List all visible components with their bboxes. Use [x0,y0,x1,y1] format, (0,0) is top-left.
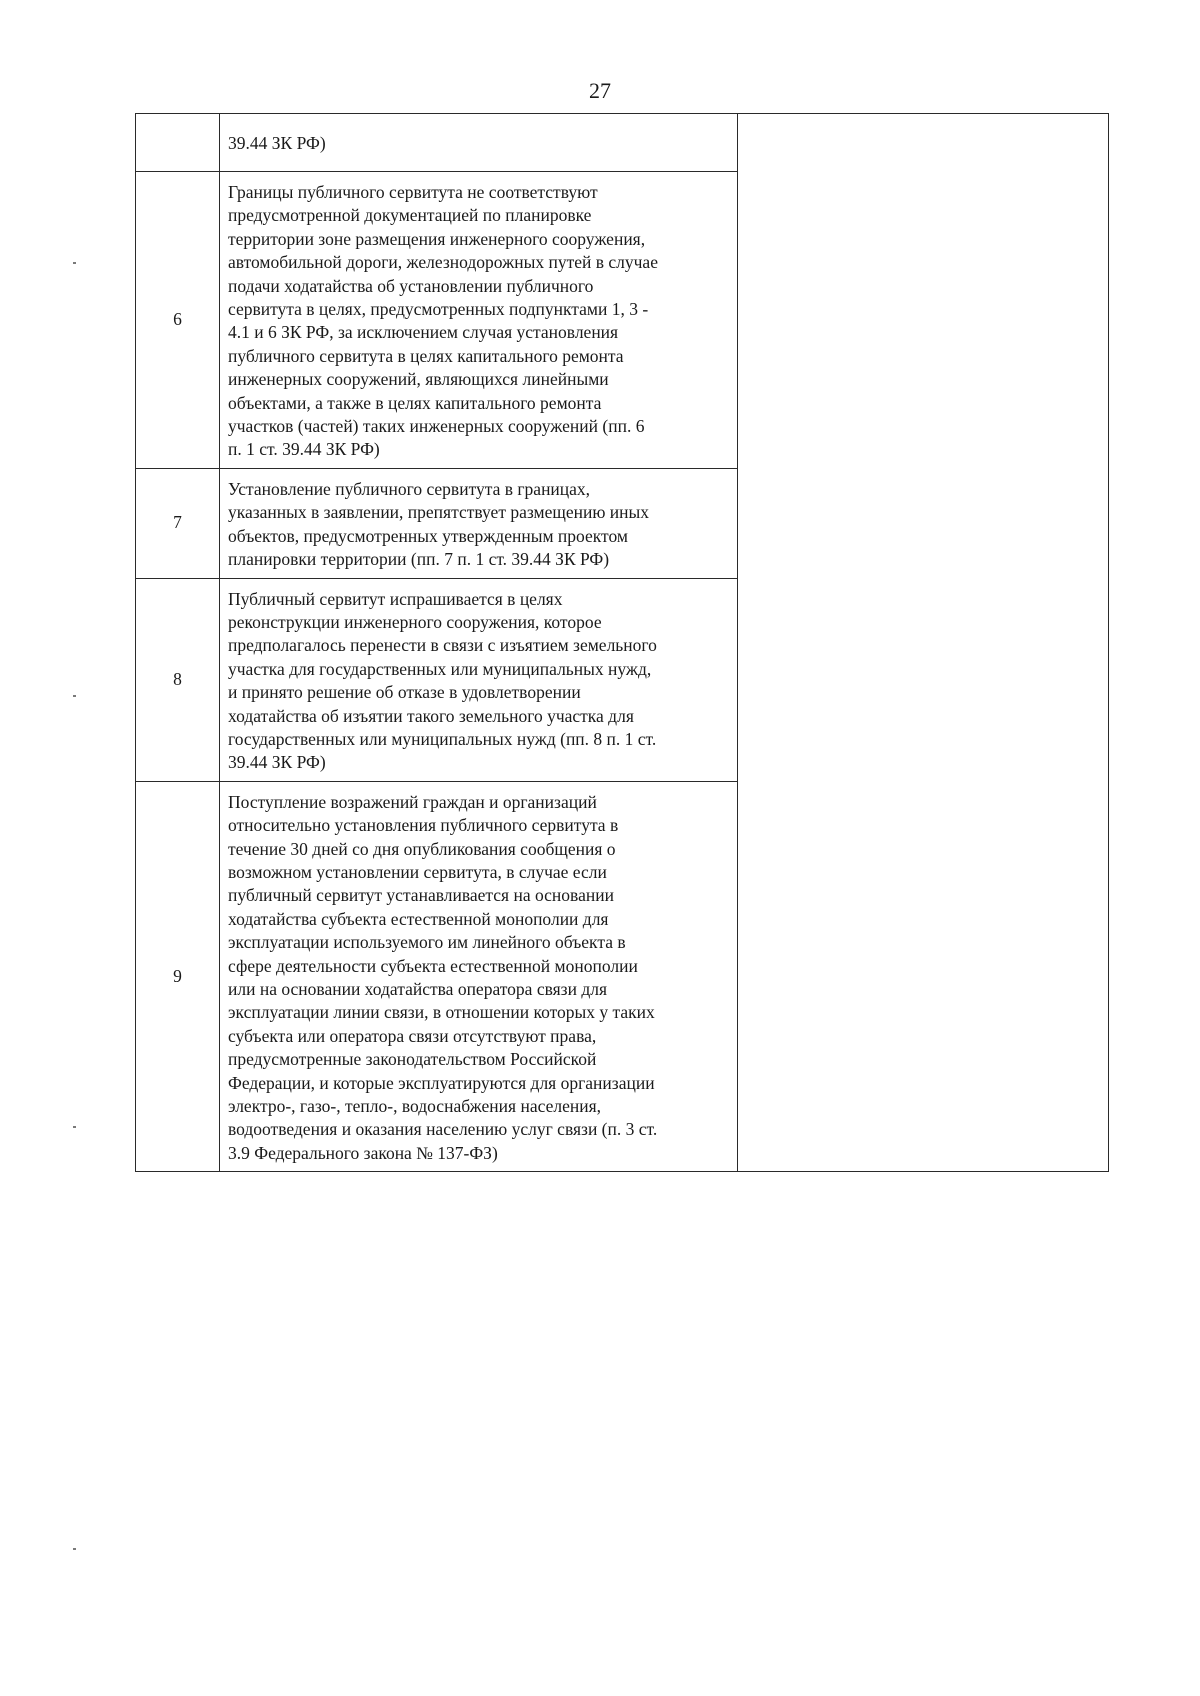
text-line: предусмотренной документацией по планировке [228,205,592,226]
text-line: Границы публичного сервитута не соответствуют [228,182,598,202]
scan-margin-mark [73,262,76,264]
page-number: 27 [589,78,611,103]
ground-description-cell [220,468,738,578]
text-line: предусмотренные законодательством Российской [228,1049,597,1070]
grounds-table [135,113,1109,1172]
text-line: планировки территории (пп. 7 п. 1 ст. 39.44 ЗК РФ) [228,549,610,570]
text-line: инженерных сооружений, являющихся линейными [228,369,609,390]
text-line: территории зоне размещения инженерного сооружения, [228,228,646,249]
text-line: ходатайства об изъятии такого земельного участка для [228,705,634,726]
text-line: относительно установления публичного сервитута в [228,815,619,836]
text-line: сервитута в целях, предусмотренных подпунктами 1, 3 - [228,299,649,320]
text-line: объектов, предусмотренных утвержденным проектом [228,525,628,546]
ground-description-cell [220,172,738,469]
text-line: участков (частей) таких инженерных сооружений (пп. 6 [228,416,645,437]
text-line: публичного сервитута в целях капитального ремонта [228,345,624,366]
text-line: эксплуатации используемого им линейного объекта в [228,932,626,953]
text-line: течение 30 дней со дня опубликования сообщения о [228,838,616,859]
text-line: реконструкции инженерного сооружения, которое [228,611,602,632]
scan-margin-mark [73,1126,76,1128]
text-line: предполагалось перенести в связи с изъятием земельного [228,635,657,656]
scan-margin-mark [73,1548,76,1550]
text-line: п. 1 ст. 39.44 ЗК РФ) [228,439,380,460]
table-row [136,114,1109,172]
ground-description-cell [220,781,738,1172]
row-number-cell: 9 [136,781,220,1172]
text-line: Поступление возражений граждан и организаций [228,791,597,812]
text-line: объектами, а также в целях капитального ремонта [228,392,602,413]
text-line: 39.44 ЗК РФ) [228,752,326,773]
text-line: Публичный сервитут испрашивается в целях [228,588,563,609]
text-line: водоотведения и оказания населению услуг связи (п. 3 ст. [228,1119,658,1140]
text-line: ходатайства субъекта естественной монополии для [228,908,609,929]
row-number-cell: 6 [136,172,220,469]
text-line: указанных в заявлении, препятствует размещению иных [228,502,650,523]
text-line: автомобильной дороги, железнодорожных путей в случае [228,252,658,273]
row-number-cell: 7 [136,468,220,578]
text-line: 3.9 Федерального закона № 137-ФЗ) [228,1142,498,1163]
table-body [136,114,1109,1172]
ground-description-cell [220,114,738,172]
text-line: участка для государственных или муниципальных нужд, [228,658,652,679]
text-line: субъекта или оператора связи отсутствуют права, [228,1025,597,1046]
text-line: публичный сервитут устанавливается на основании [228,885,614,906]
empty-notes-cell [738,114,1109,1172]
text-line: и принято решение об отказе в удовлетворении [228,682,581,703]
text-line: сфере деятельности субъекта естественной монополии [228,955,638,976]
row-number-cell [136,114,220,172]
scan-margin-mark [73,695,76,697]
text-line: Федерации, и которые эксплуатируются для организации [228,1072,655,1093]
text-line: государственных или муниципальных нужд (пп. 8 п. 1 ст. [228,728,657,749]
text-line: электро-, газо-, тепло-, водоснабжения населения, [228,1096,601,1117]
row-number-cell: 8 [136,578,220,781]
text-line: возможном установлении сервитута, в случае если [228,861,607,882]
text-line: подачи ходатайства об установлении публичного [228,275,594,296]
text-line: или на основании ходатайства оператора связи для [228,979,608,999]
text-line: 4.1 и 6 ЗК РФ, за исключением случая установления [228,322,619,343]
text-line: эксплуатации линии связи, в отношении которых у таких [228,1002,655,1023]
text-line: 39.44 ЗК РФ) [228,133,326,154]
text-line: Установление публичного сервитута в границах, [228,478,591,499]
ground-description-cell [220,578,738,781]
